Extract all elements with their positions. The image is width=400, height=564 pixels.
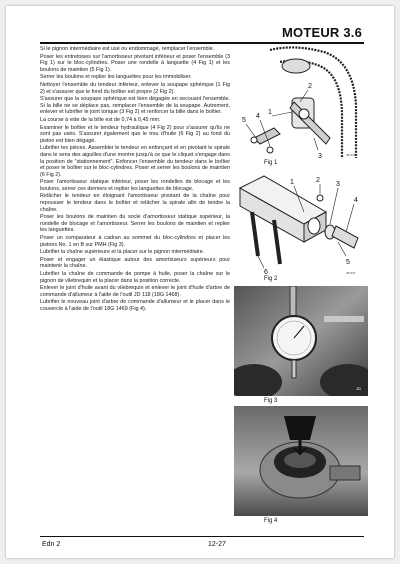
figure-ref: JD 046 (346, 153, 356, 157)
paragraph: Relâcher le tendeur en éloignant l'amortisseur pivotant de la chaîne pour repousser le tendeur dans le boîtier et relâcher la spirale afin de tendre la chaîne. (40, 193, 230, 213)
seal-tool-photo (234, 406, 368, 516)
callout-2: 2 (308, 83, 312, 90)
tensioner-exploded-illustration (234, 172, 368, 276)
paragraph: S'assurer que la soupape sphérique est bien dégagée en secouant l'ensemble. Si la bille ne se déplace pas, remplacer l'ensemble de la soupape. Autrement, enlever et lubrifier le joint torique (3 Fig 2) et renforcer la bille dans le boîtier. (40, 96, 230, 116)
callout-4: 4 (354, 197, 358, 204)
figure-3-caption: Fig 3 (264, 398, 278, 404)
paragraph: Poser et engager un élastique autour des amortisseurs supérieurs pour maintenir la chaîne. (40, 256, 230, 270)
figure-4 (234, 406, 368, 516)
callout-4: 4 (256, 113, 260, 120)
page-title: MOTEUR 3.6 (281, 25, 362, 40)
body-text (40, 46, 230, 314)
paragraph: Lubrifier la chaîne supérieure et la placer sur le pignon intermédiaire. (40, 249, 205, 256)
callout-6: 6 (264, 269, 268, 276)
dial-gauge-photo (234, 286, 368, 396)
paragraph: Lubrifier la chaîne de commande de pompe à huile, poser la chaîne sur le pignon de vilebrequin et la placer dans la position correcte. (40, 271, 230, 284)
paragraph: Nettoyer l'ensemble du tendeur inférieur, enlever la soupape sphérique (1 Fig 2) et s'assurer que le fond du boîtier est propre (2 Fig 2). (40, 81, 230, 95)
figure-3 (234, 286, 368, 396)
paragraph: Examiner le boîtier et le tendeur hydraulique (4 Fig 2) pour s'assurer qu'ils ne sont pas usés. S'assurer également que le trou d'huile (6 Fig 2) au fond du piston est bien dégagé. (40, 124, 230, 144)
paragraph: Poser les entretoises sur l'amortisseur pivotant inférieur et poser l'ensemble (3 Fig 1) sur le bloc-cylindres. Poser une rondelle à languette (4 Fig 1) et les boulons de maintien (5 Fig 1). (40, 53, 230, 73)
figure-4-caption: Fig 4 (264, 518, 278, 524)
callout-1: 1 (268, 109, 272, 116)
figure-ref: JD (356, 386, 361, 391)
callout-3: 3 (318, 153, 322, 160)
callout-5: 5 (346, 259, 350, 266)
page-header (40, 22, 364, 44)
paragraph: Poser les boulons de maintien du socle d'amortisseur statique supérieur, la rondelle de blocage et l'amortisseur. Serrer les boulons de maintien et replier les languettes. (40, 214, 230, 234)
callout-5: 5 (242, 117, 246, 124)
edition-label: Edn 2 (42, 541, 61, 548)
paragraph: Lubrifier les pièces. Assembler le tendeur en enfonçant et en pivotant le spirale dans le sens des aiguilles d'une montre jusqu'à ce que le cliquet s'engage dans la position de "stationnement". Enfoncer l'ensemble du tendeur dans le boîtier et poser le boîtier sur le bloc-cylindres. Poser et serrer les boulons de maintien (6 Fig 2). (40, 145, 230, 178)
page-footer (40, 536, 364, 548)
paragraph: Enlever le joint d'huile avant du vilebrequin et enlever le joint d'huile d'arbre de commande d'allumeur à l'aide de l'outil JD 118 (18G 1468). (40, 285, 230, 298)
paragraph: Poser un comparateur à cadran au sommet du bloc-cylindres et placer les pistons No. 1 en B sur PMH (Fig 3). (40, 235, 230, 248)
figure-2 (234, 172, 368, 276)
manual-page (6, 6, 394, 558)
callout-1: 1 (290, 179, 294, 186)
paragraph: Lubrifier le nouveau joint d'arbre de commande d'allumeur et le placer dans le couvercle à l'aide de l'outil 18G 1469 (Fig 4). (40, 299, 230, 312)
timing-chain-illustration (234, 46, 368, 164)
page-number: 12-27 (208, 541, 226, 548)
figure-ref: JD 047 (346, 271, 356, 275)
figure-1-caption: Fig 1 (264, 160, 278, 166)
figure-2-caption: Fig 2 (264, 276, 278, 282)
paragraph: Si le pignon intermédiaire est usé ou endommagé, remplacer l'ensemble. (40, 46, 215, 52)
paragraph: La course à vide de la bille est de 0,74 à 0,45 mm. (40, 116, 161, 123)
figure-1 (234, 46, 368, 164)
callout-3: 3 (336, 181, 340, 188)
callout-2: 2 (316, 177, 320, 184)
paragraph: Poser l'amortisseur statique inférieur, poser les rondelles de blocage et les boulons, serrer ces derniers et replier les languettes de blocage. (40, 179, 230, 192)
paragraph: Serrer les boulons et replier les languettes pour les immobiliser. (40, 74, 192, 81)
